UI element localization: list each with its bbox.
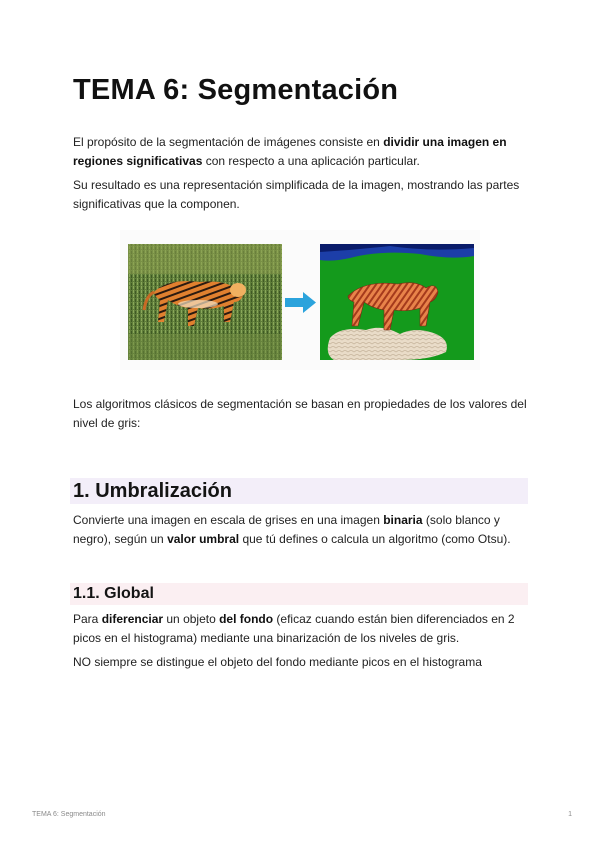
segmentation-figure (120, 230, 480, 370)
tiger-photo (128, 244, 282, 360)
section11-bold-del-fondo: del fondo (219, 612, 274, 626)
section1-text-e: que tú defines o calcula un algoritmo (como Otsu). (239, 532, 511, 546)
section11-paragraph-2: NO siempre se distingue el objeto del fondo mediante picos en el histograma (73, 655, 482, 669)
section1-paragraph (73, 511, 533, 549)
intro-bold-text: dividir una imagen en regiones significativas (73, 135, 507, 168)
section1-text-a: Convierte una imagen en escala de grises en una imagen (73, 513, 384, 527)
section11-text-e: (eficaz cuando están bien diferenciados en 2 picos en el histograma) mediante una binarización de los niveles de gris. (73, 612, 515, 645)
section11-paragraph-1 (73, 610, 533, 648)
intro-text-a: El propósito de la segmentación de imágenes consiste en (73, 135, 384, 149)
intro-paragraph-2: Su resultado es una representación simplificada de la imagen, mostrando las partes significativas que la componen. (73, 178, 520, 211)
footer-page-number: 1 (568, 811, 572, 818)
section-heading-umbralizacion: 1. Umbralización (70, 478, 528, 504)
footer-document-title: TEMA 6: Segmentación (32, 811, 106, 818)
intro-text-c: con respecto a una aplicación particular. (202, 154, 420, 168)
section11-text-a: Para (73, 612, 102, 626)
section-heading-global: 1.1. Global (70, 583, 528, 605)
section11-bold-diferenciar: diferenciar (101, 612, 164, 626)
section1-text-c: (solo blanco y negro), según un (73, 513, 500, 546)
arrow-right-icon (285, 292, 316, 313)
section1-bold-binaria: binaria (383, 513, 423, 527)
intro-paragraph-1 (73, 133, 533, 171)
section1-bold-valor-umbral: valor umbral (167, 532, 240, 546)
algorithms-paragraph: Los algoritmos clásicos de segmentación se basan en propiedades de los valores del nivel de gris: (73, 397, 527, 430)
section11-text-c: un objeto (163, 612, 220, 626)
figure-svg (120, 230, 480, 370)
segmented-tiger (320, 244, 474, 360)
page-title: TEMA 6: Segmentación (73, 74, 399, 106)
